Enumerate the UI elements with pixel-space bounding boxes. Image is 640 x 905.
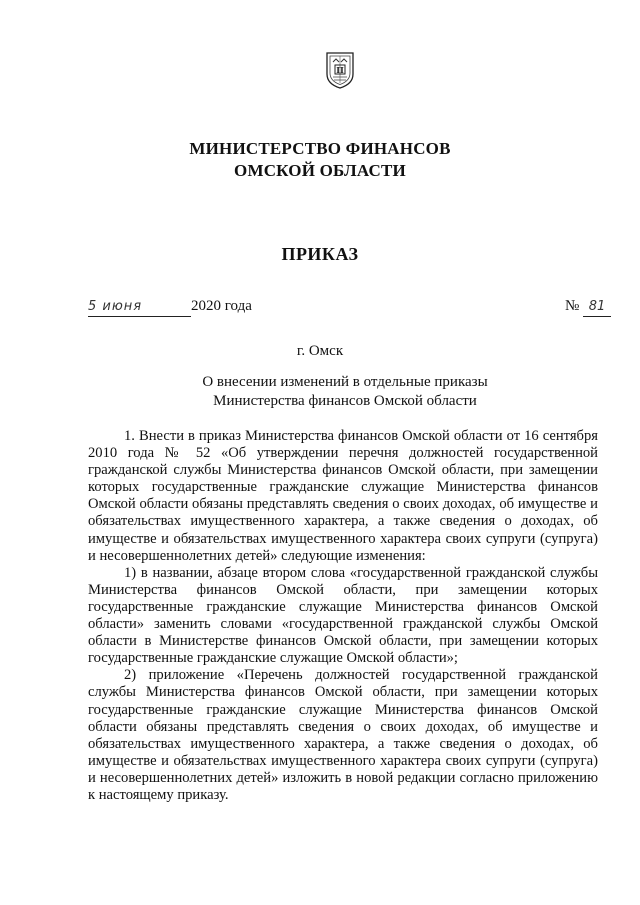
subject-line2: Министерства финансов Омской области <box>213 393 477 409</box>
body-paragraph-3: 2) приложение «Перечень должностей государственной гражданской службы Министерства финансов Омской области, при замещении которых государственные гражданские служащие Министерства финансов Омской области обязаны представлять сведения о своих доходах, об имуществе и обязательствах имущественного характера, а также сведения о доходах, об имуществе и обязательствах имущественного характера своих супруги (супруга) и несовершеннолетних детей» изложить в новой редакции согласно приложению к настоящему приказу. <box>88 667 598 803</box>
number-prefix: № <box>565 298 580 314</box>
handwritten-number: 81 <box>583 298 611 317</box>
order-number <box>565 296 611 317</box>
order-title: ПРИКАЗ <box>281 244 359 264</box>
date-year: 2020 года <box>191 298 252 314</box>
subject-line1: О внесении изменений в отдельные приказы <box>202 374 488 390</box>
svg-text:П: П <box>336 65 344 75</box>
order-subject <box>0 373 640 411</box>
ministry-name <box>0 138 640 182</box>
order-date <box>88 296 252 317</box>
omsk-coat-of-arms-icon <box>325 50 355 90</box>
order-body <box>88 428 598 804</box>
body-paragraph-1: 1. Внести в приказ Министерства финансов Омской области от 16 сентября 2010 года № 52 «Об утверждении перечня должностей государственной гражданской службы Министерства финансов Омской области, при замещении которых государственные гражданские служащие Министерства финансов Омской области обязаны представлять сведения о своих доходах, об имуществе и обязательствах имущественного характера, а также сведения о доходах, об имуществе и обязательствах имущественного характера своих супруги (супруга) и несовершеннолетних детей» следующие изменения: <box>88 428 598 564</box>
ministry-name-line1: МИНИСТЕРСТВО ФИНАНСОВ <box>189 139 451 158</box>
ministry-name-line2: ОМСКОЙ ОБЛАСТИ <box>234 161 406 180</box>
body-paragraph-2: 1) в названии, абзаце втором слова «государственной гражданской службы Министерства финансов Омской области, при замещении которых государственные гражданские служащие Министерства финансов Омской области» заменить словами «государственной гражданской службы Омской области в Министерстве финансов Омской области, при замещении которых государственные гражданские служащие Омской области»; <box>88 564 598 667</box>
city: г. Омск <box>296 343 344 359</box>
handwritten-date: 5 июня <box>88 298 191 317</box>
